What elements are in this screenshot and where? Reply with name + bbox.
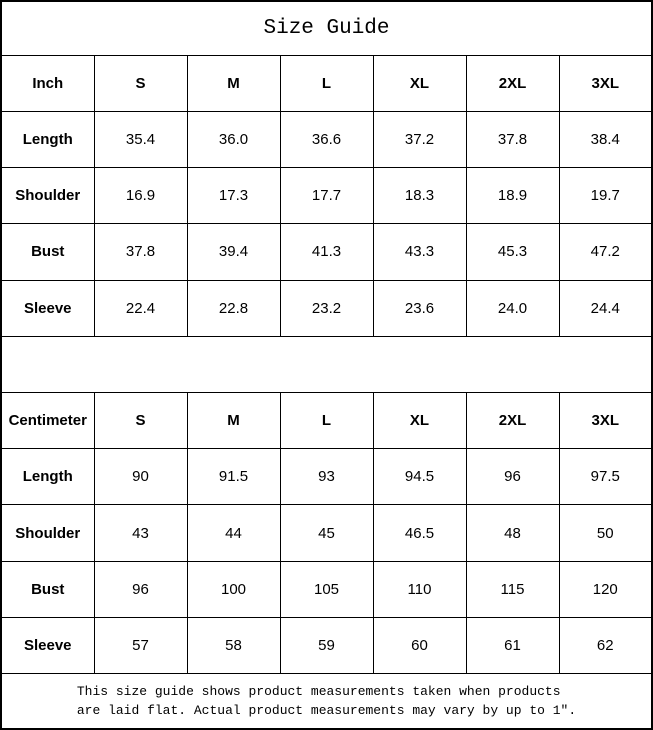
measurement-cell: 38.4 [559,111,652,167]
cm-bust-row [1,561,652,617]
size-header-s: S [94,55,187,111]
size-header-xl: XL [373,55,466,111]
measurement-cell: 120 [559,561,652,617]
measurement-cell: 37.2 [373,111,466,167]
measurement-cell: 17.3 [187,168,280,224]
size-header-2xl: 2XL [466,393,559,449]
measurement-cell: 94.5 [373,449,466,505]
measurement-cell: 60 [373,617,466,673]
measurement-cell: 58 [187,617,280,673]
footer-note [1,674,652,729]
row-label-bust: Bust [1,561,94,617]
measurement-cell: 37.8 [466,111,559,167]
measurement-cell: 59 [280,617,373,673]
footer-note-line1: This size guide shows product measurements taken when products [76,684,561,700]
measurement-cell: 22.8 [187,280,280,336]
measurement-cell: 45.3 [466,224,559,280]
row-label-length: Length [1,449,94,505]
measurement-cell: 115 [466,561,559,617]
measurement-cell: 37.8 [94,224,187,280]
measurement-cell: 39.4 [187,224,280,280]
measurement-cell: 24.0 [466,280,559,336]
title-row [1,1,652,55]
measurement-cell: 19.7 [559,168,652,224]
measurement-cell: 91.5 [187,449,280,505]
size-header-m: M [187,55,280,111]
measurement-cell: 90 [94,449,187,505]
inch-sleeve-row [1,280,652,336]
size-header-xl: XL [373,393,466,449]
size-header-3xl: 3XL [559,55,652,111]
measurement-cell: 36.6 [280,111,373,167]
measurement-cell: 48 [466,505,559,561]
size-header-m: M [187,393,280,449]
unit-header-inch: Inch [1,55,94,111]
row-label-length: Length [1,111,94,167]
measurement-cell: 46.5 [373,505,466,561]
measurement-cell: 105 [280,561,373,617]
measurement-cell: 22.4 [94,280,187,336]
measurement-cell: 23.6 [373,280,466,336]
size-header-3xl: 3XL [559,393,652,449]
cm-length-row [1,449,652,505]
footer-note-text [77,682,576,720]
measurement-cell: 47.2 [559,224,652,280]
measurement-cell: 93 [280,449,373,505]
measurement-cell: 24.4 [559,280,652,336]
row-label-sleeve: Sleeve [1,280,94,336]
measurement-cell: 100 [187,561,280,617]
spacer-cell [1,336,652,392]
row-label-bust: Bust [1,224,94,280]
measurement-cell: 43.3 [373,224,466,280]
unit-header-centimeter: Centimeter [1,393,94,449]
measurement-cell: 43 [94,505,187,561]
measurement-cell: 16.9 [94,168,187,224]
inch-shoulder-row [1,168,652,224]
size-header-l: L [280,55,373,111]
footer-note-line2: are laid flat. Actual product measurements may vary by up to 1″. [76,703,577,719]
measurement-cell: 57 [94,617,187,673]
footer-row [1,674,652,729]
inch-bust-row [1,224,652,280]
measurement-cell: 44 [187,505,280,561]
inch-header-row [1,55,652,111]
inch-length-row [1,111,652,167]
spacer-row [1,336,652,392]
measurement-cell: 41.3 [280,224,373,280]
cm-header-row [1,393,652,449]
measurement-cell: 18.9 [466,168,559,224]
measurement-cell: 61 [466,617,559,673]
row-label-shoulder: Shoulder [1,505,94,561]
measurement-cell: 50 [559,505,652,561]
measurement-cell: 23.2 [280,280,373,336]
size-header-l: L [280,393,373,449]
measurement-cell: 18.3 [373,168,466,224]
measurement-cell: 110 [373,561,466,617]
cm-sleeve-row [1,617,652,673]
measurement-cell: 62 [559,617,652,673]
row-label-shoulder: Shoulder [1,168,94,224]
size-header-2xl: 2XL [466,55,559,111]
measurement-cell: 96 [94,561,187,617]
size-header-s: S [94,393,187,449]
measurement-cell: 35.4 [94,111,187,167]
measurement-cell: 17.7 [280,168,373,224]
measurement-cell: 36.0 [187,111,280,167]
measurement-cell: 45 [280,505,373,561]
cm-shoulder-row [1,505,652,561]
measurement-cell: 96 [466,449,559,505]
page-title: Size Guide [1,1,652,55]
row-label-sleeve: Sleeve [1,617,94,673]
measurement-cell: 97.5 [559,449,652,505]
